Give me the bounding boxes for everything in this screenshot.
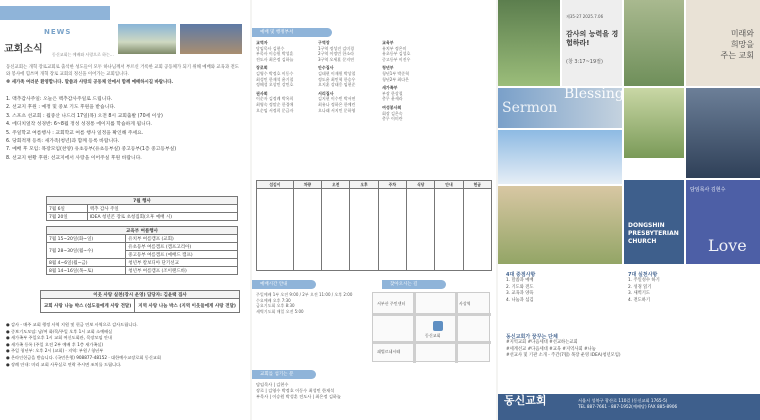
table-row [47, 267, 238, 275]
map-label: 괘법르네시떼 [377, 349, 401, 354]
issue-number: 제35-27 2025.7.06 [566, 14, 604, 19]
table-header: 교육부 여름행사 [47, 227, 238, 235]
church-logo: 동신교회 [504, 394, 547, 407]
column-heading: 교육부 [382, 40, 394, 45]
focus-item: 2. 기도와 전도 [506, 284, 534, 290]
practice-list [628, 272, 754, 304]
practice-heading: 7대 실천사항 [628, 272, 658, 278]
column-heading: 새가족부 [382, 85, 398, 91]
map-label: 사상역 [459, 301, 471, 306]
table-cell: 중고등부 여름캠프 (예배드 캠프) [126, 251, 238, 259]
news-panel [0, 0, 250, 420]
column-line: 김영수 박정호 이동수 [256, 70, 294, 76]
cover-panel [498, 0, 760, 420]
focus-heading: 4대 중점사항 [506, 272, 536, 278]
notice-item: 3. 스포츠 선교회 : 월중산 나드리 17일(목) 오전 8시 교회출발 (70세 이상) [6, 113, 163, 119]
table-header: 이웃 사랑 실천(장시 운영) 담당자: 김윤택 집사 [41, 291, 240, 299]
practice-item: 3. 새벽기도 [628, 291, 651, 297]
notice-item: 5. 주일학교 여름행사 : 교회학교 여름 행사 일정을 확인해 주세요. [6, 130, 144, 136]
column-line: 최성민 한재석 윤기철 [256, 76, 294, 82]
service-line: 새벽기도회 매일 오전 5:00 [256, 308, 304, 314]
column-line: 중고등부 이진우 [382, 56, 411, 62]
word-blessing: Blessing [564, 86, 624, 102]
column-line: 2구역 이정민 한소라 [318, 51, 354, 57]
motto-line: 희망을 [730, 40, 754, 49]
column-line: 총무 윤세라 [382, 96, 403, 102]
footer-address: 서울시 성북구 광산로 110길 (동신교회 1765-5) [578, 398, 668, 403]
column-line: 정도윤 최민혁 한승우 [318, 76, 356, 82]
love-box-table [40, 290, 240, 313]
column-line: 유초등부 김성호 [382, 51, 411, 57]
table-cell: 교회 사랑 나눔 박스 (섬도들에게 사랑 전달) [41, 299, 135, 313]
notice-line: ● 온라인헌금을 받습니다. (국민은행) 908877-48152 · 대한예수교장로회 동신교회 [6, 354, 161, 360]
intro-paragraph [6, 64, 242, 86]
cover-photo [498, 0, 560, 86]
table-row [47, 259, 238, 267]
service-line: 금요기도회 오후 8:30 [256, 303, 295, 309]
table-cell: 7월 28~30일(월~수) [47, 243, 126, 259]
column-heading: 구역장 [318, 40, 330, 45]
church-name-box [624, 180, 684, 264]
column-line: 유치부 정은미 [382, 45, 407, 51]
table-cell: 청년부 칼보디아 단기선교 [126, 259, 238, 267]
table-header-row [257, 181, 492, 189]
column-line: 최유나 정하은 한예린 [318, 101, 356, 107]
column-line: 정해성 오상민 강민호 [256, 82, 294, 88]
goal-line: #세계선교 #다음세대 #교육 #지역사회 #나눔 [506, 346, 596, 352]
column-heading: 청년부 [382, 65, 394, 71]
notice-item: 1. 맥추감사주일: 오늘은 맥추감사주일로 드립니다. [6, 97, 113, 102]
column-line: 1구역 정성진 김미경 [318, 45, 354, 51]
column-heading: 여성봉사회 [382, 104, 402, 110]
section-header: 찾아오시는 길 [382, 280, 446, 289]
july-events-table [46, 196, 238, 221]
column-line: 최영숙 정말순 한경애 [256, 101, 294, 107]
intro-text: 동신교회는 개혁 장로교회로 출석한 성도들이 모두 하나님께서 부르신 거룩한 교회 공동체가 되기 위해 예배와 교육과 전도와 봉사에 힘쓰며 개혁 장로 교회의 정신을 이어가는 교회입니다. [6, 65, 240, 77]
pastor-name: 담임목사 김현수 [690, 187, 726, 193]
table-row [47, 213, 238, 221]
table-header: 오후 [350, 181, 378, 189]
word-love: Love [708, 236, 747, 255]
column-line: 오순임 서정희 문금자 [256, 107, 294, 113]
staff-column [318, 40, 378, 113]
column-line: 부목사 이승원 박성훈 [256, 51, 294, 57]
location-map[interactable] [372, 292, 490, 362]
section-header: 예배 및 행정부서 [252, 28, 332, 37]
table-header: 헌금 [463, 181, 491, 189]
notice-item: 2. 선교지 후원 : 예정 및 중보 기도 후원을 받습니다. [6, 105, 116, 111]
church-name-en: DONGSHIN PRESBYTERIAN CHURCH [628, 222, 679, 245]
duty-table [256, 180, 492, 271]
column-line: 총무 이미란 [382, 116, 403, 122]
church-location-icon [433, 321, 443, 331]
service-line: 주일예배 1부 오전 9:00 / 2부 오전 11:00 / 오후 2:00 [256, 292, 353, 297]
news-photo-2 [180, 24, 242, 54]
notice-line: ● 새가족 등록 (주일 오전 2부 예배 후 1층 새가족실) [6, 341, 104, 347]
servant-line: 부목사 | 이승원 박성훈 전도사 | 최은정 김하늘 [256, 394, 341, 399]
notice-item: 6. 당회적재 등록: 새가족(청년)과 함께 등록 바랍니다. [6, 139, 120, 145]
news-label: NEWS [44, 28, 72, 36]
column-line: 이순자 김정례 박옥희 [256, 96, 294, 102]
column-heading: 교역자 [256, 40, 268, 45]
table-header: 오전 [322, 181, 350, 189]
table-cell: 8월 4~6일(월~금) [47, 259, 126, 267]
table-cell: IDEA 청년콘 장로 초청집회(오후 예배 시) [87, 213, 237, 221]
table-cell: 유치부 여름캠프 (교회) [126, 235, 238, 243]
practice-item: 4. 전도하기 [628, 297, 651, 303]
word-worship: Worship [624, 160, 679, 175]
table-cell: 7월 6일 [47, 205, 88, 213]
table-row [41, 299, 240, 313]
news-header [0, 0, 250, 60]
table-cell: 청년부 여름캠프 (조이랜드바) [126, 267, 238, 275]
staff-column [256, 40, 316, 113]
sermon-title: 감사의 능력을 경험하라! [566, 30, 619, 47]
servant-line: 담임목사 | 김현수 [256, 382, 289, 387]
notice-item: 8. 선교지 현황 후원: 선교지에서 사랑을 이어주실 후원 바랍니다. [6, 155, 142, 161]
motto-line: 미래와 [730, 29, 754, 38]
map-road [373, 313, 491, 316]
table-row [47, 205, 238, 213]
pastor-photo [686, 88, 760, 178]
focus-item: 4. 나눔과 섬김 [506, 297, 534, 303]
table-cell: 맥추 감사 주일 [87, 205, 237, 213]
motto-box [686, 0, 760, 86]
goal-heading: 동신교회가 꿈꾸는 단체 [506, 334, 558, 340]
middle-panel [252, 0, 496, 420]
notice-line: ● 장례 안내: 미리 교회 사무실로 연락 주시면 조치를 드립니다. [6, 361, 122, 367]
focus-list [506, 272, 616, 304]
service-times [256, 292, 366, 314]
page-subtitle: 동신교회는 예배와 사랑으로 하는... [52, 52, 114, 57]
cover-photo [624, 0, 684, 86]
section-header: 예배시간 안내 [252, 280, 316, 289]
servant-line: 장로 | 김영수 박정호 이동수 최성민 한재석 [256, 388, 335, 393]
column-line: 오나래 서지민 문하영 [318, 107, 356, 113]
goal-line: #선교사 및 기관 소개 - 주간(7월) 목장 운영 IDEA(청년모임) [506, 353, 621, 359]
table-cell: 8월 14~16일(목~토) [47, 267, 126, 275]
notice-item: 7. 예배 후 모임: 목장모임(찬양) 유초등부(유초등부실) 중고등부(1층 중고등부실) [6, 147, 177, 153]
practice-item: 2. 성경 읽기 [628, 284, 652, 290]
notice-item: 4. 에디치얼작 성경반: 6~8월 정성 성경통 에이지를 학습하게 됩니다. [6, 122, 152, 128]
map-road [413, 293, 416, 363]
table-row [47, 243, 238, 251]
table-header: 차량 [293, 181, 321, 189]
summer-events-table [46, 226, 238, 275]
column-line: 청년2부 최다은 [382, 76, 410, 82]
map-road [373, 341, 491, 344]
column-line: 회장 김은숙 [382, 110, 403, 116]
column-line: 김태현 이재원 박상철 [318, 70, 356, 76]
goal-list [506, 334, 756, 360]
practice-item: 1. 주일성수 하기 [628, 278, 660, 284]
table-cell: 7월 20일 [47, 213, 88, 221]
cover-photo [624, 88, 684, 158]
greeting-text: ※ 새가족 여러분 환영합니다. 말씀과 사랑의 공동체 안에서 함께 예배하시길 바랍니다. [6, 80, 174, 85]
column-line: 3구역 오세훈 문지연 [318, 56, 354, 62]
column-line: 오지훈 강태웅 임현준 [318, 82, 356, 88]
table-cell: 지역 사랑 나눔 박스 (지역 이웃들에게 사랑 전달) [135, 299, 240, 313]
focus-item: 1. 말씀과 예배 [506, 278, 534, 284]
section-header: 교회를 섬기는 분 [252, 370, 316, 379]
headline-box [562, 0, 622, 86]
column-heading: 장로회 [256, 65, 268, 71]
church-footer [498, 394, 760, 420]
column-line: 부장 한상철 [382, 90, 403, 96]
church-motto [721, 28, 754, 61]
page-title: 교회소식 [4, 44, 43, 55]
cover-photo [498, 130, 622, 184]
scripture-ref: (창 3:17~19절) [566, 59, 603, 65]
column-line: 담임목사 김현수 [256, 45, 285, 51]
news-photo [118, 24, 176, 54]
table-header: 섬김이 [257, 181, 294, 189]
column-line: 청년1부 박준혁 [382, 70, 410, 76]
table-header: 식당 [406, 181, 434, 189]
word-sermon: Sermon [502, 100, 558, 116]
service-line: 수요예배 오후 7:30 [256, 297, 291, 303]
bottom-notices [6, 322, 246, 368]
goal-line: #지역교회 #다음세대 #선교하는교회 [506, 340, 578, 346]
map-label: 서부산 주민센터 [377, 301, 406, 306]
news-tab-bar [0, 6, 110, 20]
notice-line: ● 감사 - 매주 교회 행정 사역 지원 및 헌금 연보 사역으로 감사드립니다. [6, 322, 138, 327]
motto-line: 주는 교회 [720, 51, 754, 60]
map-road [455, 293, 458, 363]
column-heading: 서리집사 [318, 90, 334, 96]
map-label: 동신교회 [425, 333, 441, 338]
notice-line: ● 새가족부 주일오후 1시 교회 여신도회관, 목장모임 안내 [6, 335, 112, 341]
table-cell: 7월 15~20일(화~일) [47, 235, 126, 243]
table-row [257, 189, 492, 271]
table-cell: 유초등부 여름캠프 (캠프고리아) [126, 243, 238, 251]
dept-column [382, 40, 492, 122]
cover-photo [498, 186, 622, 264]
love-photo [686, 180, 760, 264]
cover-collage [498, 0, 760, 266]
focus-item: 3. 교육과 양육 [506, 291, 534, 297]
column-heading: 안수집사 [318, 65, 334, 71]
column-line: 전도사 최은정 김하늘 [256, 56, 294, 62]
notice-line: ● 주일 청년부: 오후 2시 (교회) · 지역: 부원 / 청년부 [6, 348, 104, 354]
servants-box [256, 382, 492, 400]
notice-list [6, 96, 244, 163]
table-header: 7월 행사 [47, 197, 238, 205]
notice-line: ● 중보기도모임: 남/여 화/목/주일 오후 1시 교회 소예배실 [6, 328, 113, 334]
table-row [47, 235, 238, 243]
table-header: 안내 [435, 181, 463, 189]
footer-phone: TEL 887-7661 · 887-1952(예배당) FAX 885-8906 [578, 404, 678, 409]
table-header: 주차 [378, 181, 406, 189]
column-line: 김지현 이수빈 박서연 [318, 96, 356, 102]
column-heading: 권사회 [256, 90, 268, 96]
